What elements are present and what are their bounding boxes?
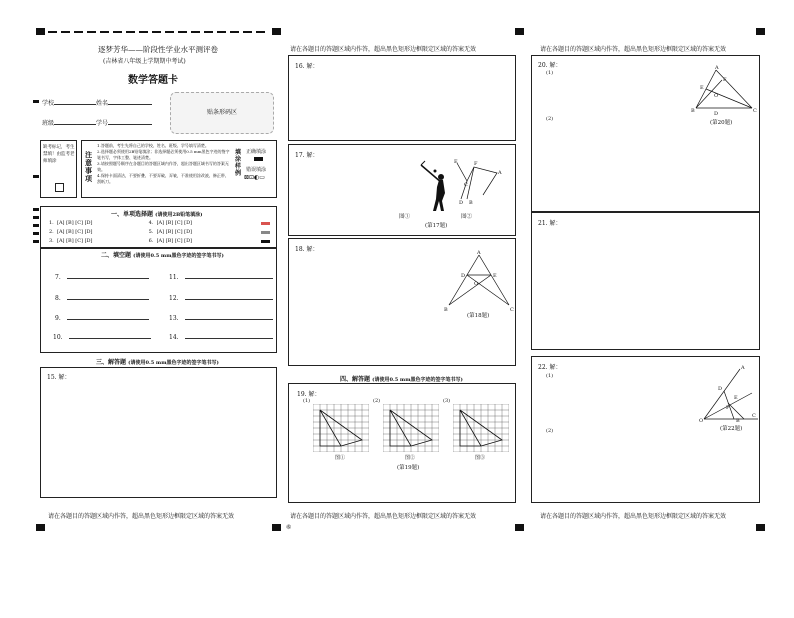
page-mark: ⑥ xyxy=(286,524,292,531)
title-line2: (吉林省八年级上学期期中考试) xyxy=(103,58,186,65)
barcode-label: 贴条形码区 xyxy=(207,109,238,116)
card-title: 数学答题卡 xyxy=(128,75,178,86)
rule-item: 3.请按照题号顺序在各题目的答题区域内作答，超出答题区域书写的答案无效。 xyxy=(97,161,229,172)
svg-text:A: A xyxy=(498,170,502,176)
svg-text:E: E xyxy=(493,273,497,279)
svg-text:C: C xyxy=(752,413,756,419)
title-line1: 逐梦芳华——阶段性学业水平测评卷 xyxy=(98,45,218,54)
q20-part2: (2) xyxy=(546,116,554,122)
grid-figure-3 xyxy=(453,404,509,452)
grid-caption-3: 图③ xyxy=(475,455,486,461)
svg-text:E: E xyxy=(734,395,738,401)
fig1-caption: 图① xyxy=(399,214,411,220)
svg-text:A: A xyxy=(715,65,719,71)
q21-box[interactable] xyxy=(531,212,760,350)
q18-label: 18. 解： xyxy=(295,246,319,253)
fill-label: 填涂样例 xyxy=(235,149,242,177)
q22-figure xyxy=(696,363,762,423)
rule-item: 1.答题前，考生先将自己的学校、姓名、班级、学号填写清楚。 xyxy=(97,143,209,148)
svg-text:F: F xyxy=(723,77,727,83)
blank-10[interactable]: 10. xyxy=(53,334,151,341)
color-swatch-black xyxy=(261,240,270,243)
q17-label: 17. 解： xyxy=(295,152,319,159)
q19-box[interactable] xyxy=(288,383,516,503)
rule-item: 4.保持卡面清洁，不要折叠、不要弄破、弄皱，不准使用涂改液、修正带、刮纸刀。 xyxy=(97,173,229,184)
q22-part1: (1) xyxy=(546,373,554,379)
id-label: 学号 xyxy=(96,120,109,127)
section4-title: 四、解答题 (请使用0.5 mm黑色字迹的签字笔书写) xyxy=(340,376,463,383)
silhouette-figure xyxy=(421,161,445,211)
svg-text:B: B xyxy=(469,200,473,206)
corner-mark xyxy=(756,28,765,35)
side-mark xyxy=(33,208,39,211)
q17-box[interactable] xyxy=(288,144,516,236)
svg-text:O: O xyxy=(699,418,704,423)
svg-text:C: C xyxy=(753,108,757,114)
side-mark xyxy=(33,224,39,227)
grid-caption-1: 图① xyxy=(335,455,346,461)
footer-note: 请在各题目的答题区域内作答，超出黑色矩形边框限定区域的答案无效 xyxy=(48,513,235,520)
svg-text:D: D xyxy=(718,386,723,392)
corner-mark xyxy=(756,524,765,531)
col3-footer: 请在各题目的答题区域内作答，超出黑色矩形边框限定区域的答案无效 xyxy=(540,513,727,520)
fig20-caption: (第20题) xyxy=(710,120,733,126)
name-field[interactable] xyxy=(96,98,152,107)
q22-box[interactable] xyxy=(531,356,760,503)
q20-box[interactable] xyxy=(531,55,760,212)
color-swatch-red xyxy=(261,222,270,225)
svg-text:O: O xyxy=(474,281,479,287)
blank-14[interactable]: 14. xyxy=(169,334,273,341)
absent-bubble[interactable] xyxy=(55,183,64,192)
absent-text: 缺考标记，考生禁填！由监考老师填涂 xyxy=(43,145,75,164)
col2-header: 请在各题目的答题区域内作答，超出黑色矩形边框限定区域的答案无效 xyxy=(290,46,477,53)
corner-mark xyxy=(272,524,281,531)
q20-label: 20. 解： xyxy=(538,62,562,69)
school-field[interactable] xyxy=(42,98,96,107)
svg-text:D: D xyxy=(459,200,464,206)
fig18-caption: (第18题) xyxy=(467,313,490,319)
section2-title: 二、填空题 (请使用0.5 mm黑色字迹的签字笔书写) xyxy=(101,252,224,259)
school-label: 学校 xyxy=(42,100,55,107)
q22-label: 22. 解： xyxy=(538,364,562,371)
grid-figure-1 xyxy=(313,404,369,452)
geometry-figure-17 xyxy=(457,163,497,199)
q15-box[interactable] xyxy=(40,367,277,498)
svg-text:A: A xyxy=(477,250,481,256)
class-field[interactable] xyxy=(42,118,96,127)
grid-figure-2 xyxy=(383,404,439,452)
fig19-caption: (第19题) xyxy=(397,465,420,471)
q17-figure xyxy=(399,153,509,233)
side-mark xyxy=(33,240,39,243)
blank-13[interactable]: 13. xyxy=(169,315,273,322)
barcode-area xyxy=(170,92,274,134)
q16-box[interactable] xyxy=(288,55,516,141)
col2-footer: 请在各题目的答题区域内作答，超出黑色矩形边框限定区域的答案无效 xyxy=(290,513,477,520)
side-mark xyxy=(33,216,39,219)
id-field[interactable] xyxy=(96,118,152,127)
mc-row[interactable]: 3. [A] [B] [C] [D] 6. [A] [B] [C] [D] xyxy=(49,238,193,244)
precaution-label: 注意事项 xyxy=(85,150,92,183)
fig2-caption: 图② xyxy=(461,214,473,220)
q18-figure xyxy=(439,249,519,319)
q20-part1: (1) xyxy=(546,70,554,76)
col3-header: 请在各题目的答题区域内作答，超出黑色矩形边框限定区域的答案无效 xyxy=(540,46,727,53)
section1-box xyxy=(40,206,277,249)
rule-item: 2.选择题必须使用2B铅笔填涂；非选择题必须使用0.5 mm黑色字迹的签字笔书写，字体工整、笔迹清楚。 xyxy=(97,149,230,160)
svg-text:D: D xyxy=(461,273,466,279)
blank-7[interactable]: 7. xyxy=(55,274,149,281)
q19-part1: (1) xyxy=(303,398,311,404)
corner-mark xyxy=(36,524,45,531)
section1-rows xyxy=(49,220,275,247)
svg-text:E: E xyxy=(454,159,458,165)
blank-12[interactable]: 12. xyxy=(169,295,273,302)
q18-box[interactable] xyxy=(288,238,516,366)
wrong-samples: ⊠⊡◐▭ xyxy=(244,174,265,181)
q22-part2: (2) xyxy=(546,428,554,434)
correct-sample xyxy=(254,157,263,161)
svg-text:O: O xyxy=(714,93,719,99)
mc-row[interactable]: 1. [A] [B] [C] [D] 4. [A] [B] [C] [D] xyxy=(49,220,193,226)
side-mark xyxy=(33,100,39,103)
corner-mark xyxy=(515,524,524,531)
q15-label: 15. 解： xyxy=(47,374,71,381)
blank-9[interactable]: 9. xyxy=(55,315,149,322)
q20-figure xyxy=(688,64,758,120)
q16-label: 16. 解： xyxy=(295,63,319,70)
name-label: 姓名 xyxy=(96,100,109,107)
svg-text:A: A xyxy=(741,365,745,371)
timing-strip xyxy=(48,31,266,33)
svg-text:B: B xyxy=(736,418,740,423)
blank-11[interactable]: 11. xyxy=(169,274,273,281)
svg-text:C: C xyxy=(464,182,468,188)
mc-row[interactable]: 2. [A] [B] [C] [D] 5. [A] [B] [C] [D] xyxy=(49,229,193,235)
blank-8[interactable]: 8. xyxy=(55,295,149,302)
precaution-box xyxy=(81,140,277,198)
svg-text:C: C xyxy=(510,307,514,313)
color-swatch-gray xyxy=(261,231,270,234)
side-mark xyxy=(33,175,39,178)
svg-text:E: E xyxy=(700,85,704,91)
corner-mark xyxy=(36,28,45,35)
class-label: 班级 xyxy=(42,120,55,127)
q19-label: 19. 解： xyxy=(297,391,321,398)
corner-mark xyxy=(515,28,524,35)
fig22-caption: (第22题) xyxy=(720,426,743,432)
wrong-label: 错误填涂 xyxy=(246,167,267,173)
side-mark xyxy=(33,232,39,235)
correct-label: 正确填涂 xyxy=(246,149,267,155)
svg-text:B: B xyxy=(691,108,695,114)
svg-text:P: P xyxy=(726,405,730,411)
section1-title: 一、单项选择题 (请使用2B铅笔填涂) xyxy=(111,211,203,218)
svg-text:F: F xyxy=(474,161,478,167)
svg-text:D: D xyxy=(714,111,719,117)
section2-box xyxy=(40,247,277,353)
q19-part3: (3) xyxy=(443,398,451,404)
grid-caption-2: 图② xyxy=(405,455,416,461)
fig17-caption: (第17题) xyxy=(425,223,448,229)
section3-title: 三、解答题 (请使用0.5 mm黑色字迹的签字笔书写) xyxy=(96,359,219,366)
absent-box xyxy=(40,140,77,198)
q19-part2: (2) xyxy=(373,398,381,404)
q21-label: 21. 解： xyxy=(538,220,562,227)
rules-list xyxy=(97,143,232,185)
svg-text:B: B xyxy=(444,307,448,313)
corner-mark xyxy=(272,28,281,35)
